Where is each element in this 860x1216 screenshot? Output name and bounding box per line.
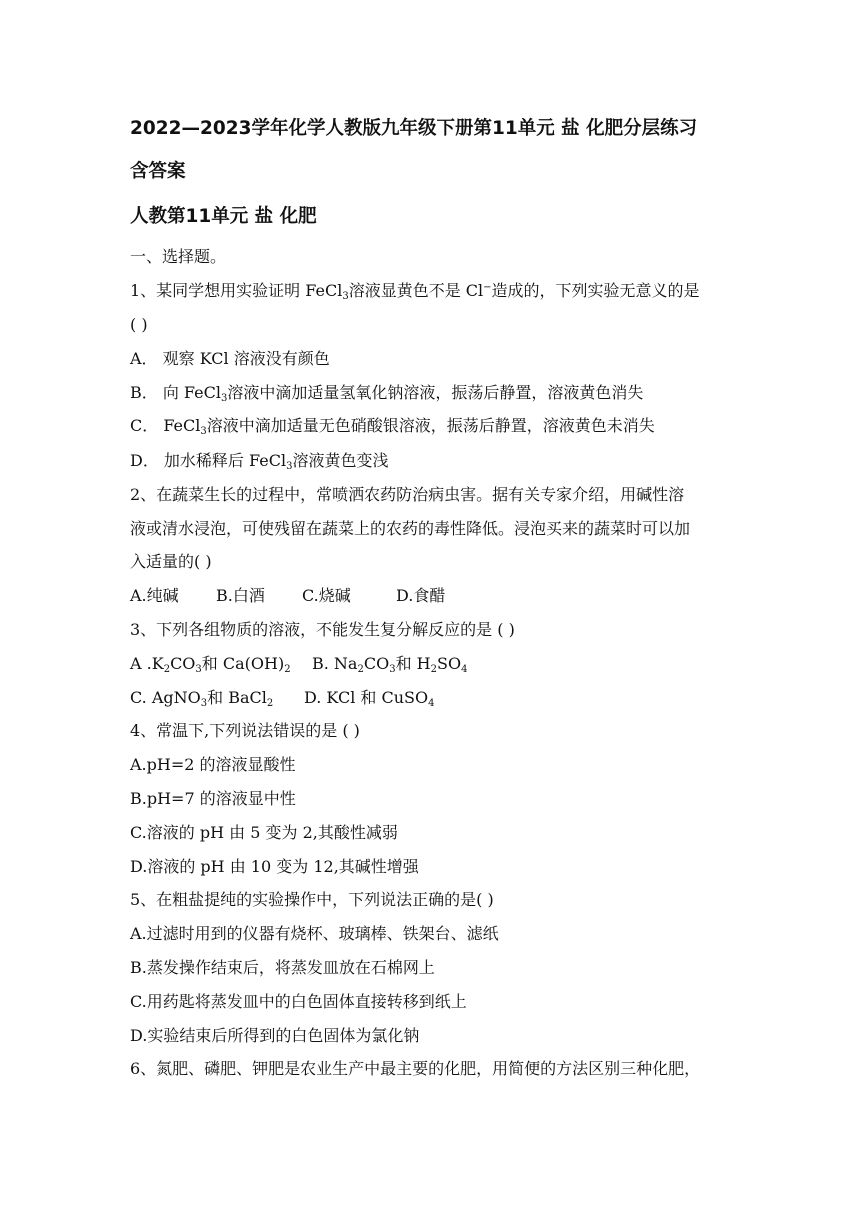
question-3-option-a: A $.K_2CO_3$和 $Ca(OH)_2$ (130, 654, 291, 675)
question-5-option-c: C.用药匙将蒸发皿中的白色固体直接转移到纸上 (130, 992, 467, 1011)
question-3-option-c: C. AgNO$_3$和 BaCl$_2$ (130, 688, 274, 709)
question-2-options (130, 585, 445, 607)
document-title-line-1: 2022—2023学年化学人教版九年级下册第11单元 盐 化肥分层练习 (130, 118, 698, 139)
question-1-option-a: A． 观察 KCl 溶液没有颜色 (130, 349, 330, 368)
question-1-option-b: B． 向 FeCl$_3$溶液中滴加适量氢氧化钠溶液，振荡后静置，溶液黄色消失 (130, 383, 644, 404)
question-1-answer-paren: ( ) (130, 315, 148, 334)
question-2-stem-line-3: 入适量的( ) (130, 552, 212, 571)
question-1-stem: 1、某同学想用实验证明 FeCl$_3$溶液显黄色不是 Cl−造成的，下列实验无意义的是 (130, 281, 700, 302)
question-6-stem: 6、氮肥、磷肥、钾肥是农业生产中最主要的化肥，用简便的方法区别三种化肥， (130, 1059, 701, 1078)
question-2-option-a: A.纯碱 (130, 586, 179, 605)
question-2-stem-line-2: 液或清水浸泡，可使残留在蔬菜上的农药的毒性降低。浸泡买来的蔬菜时可以加 (130, 519, 691, 538)
question-2-stem-line-1: 2、在蔬菜生长的过程中，常喷洒农药防治病虫害。据有关专家介绍，用碱性溶 (130, 485, 685, 504)
question-2-option-b: B.白酒 (216, 586, 265, 605)
question-5-option-b: B.蒸发操作结束后，将蒸发皿放在石棉网上 (130, 958, 435, 977)
question-5-option-d: D.实验结束后所得到的白色固体为氯化钠 (130, 1026, 420, 1045)
question-3-stem: 3、下列各组物质的溶液，不能发生复分解反应的是 ( ) (130, 620, 515, 639)
question-3-option-b: B. $Na_2CO_3$和 $H_2SO_4$ (312, 654, 468, 675)
question-4-option-a: A.pH=2 的溶液显酸性 (130, 755, 296, 774)
question-1-option-c: C． FeCl$_3$溶液中滴加适量无色硝酸银溶液，振荡后静置，溶液黄色未消失 (130, 416, 655, 437)
question-3-option-d: D. KCl 和 CuSO$_4$ (304, 688, 435, 709)
document-subtitle: 人教第11单元 盐 化肥 (130, 206, 317, 227)
document-title-line-2: 含答案 (130, 161, 186, 182)
question-4-option-c: C.溶液的 pH 由 5 变为 2,其酸性减弱 (130, 823, 398, 842)
question-3-options-row-1 (130, 653, 467, 675)
question-5-option-a: A.过滤时用到的仪器有烧杯、玻璃棒、铁架台、滤纸 (130, 924, 499, 943)
question-4-option-b: B.pH=7 的溶液显中性 (130, 789, 296, 808)
question-2-option-d: D.食醋 (396, 586, 446, 605)
question-1-option-d: D． 加水稀释后 FeCl$_3$溶液黄色变浅 (130, 451, 389, 472)
question-5-stem: 5、在粗盐提纯的实验操作中，下列说法正确的是( ) (130, 890, 494, 909)
question-4-option-d: D.溶液的 pH 由 10 变为 12,其碱性增强 (130, 857, 419, 876)
question-3-options-row-2 (130, 687, 435, 709)
section-heading: 一、选择题。 (130, 247, 227, 266)
question-2-option-c: C.烧碱 (302, 586, 351, 605)
question-4-stem: 4、常温下,下列说法错误的是 ( ) (130, 721, 360, 740)
